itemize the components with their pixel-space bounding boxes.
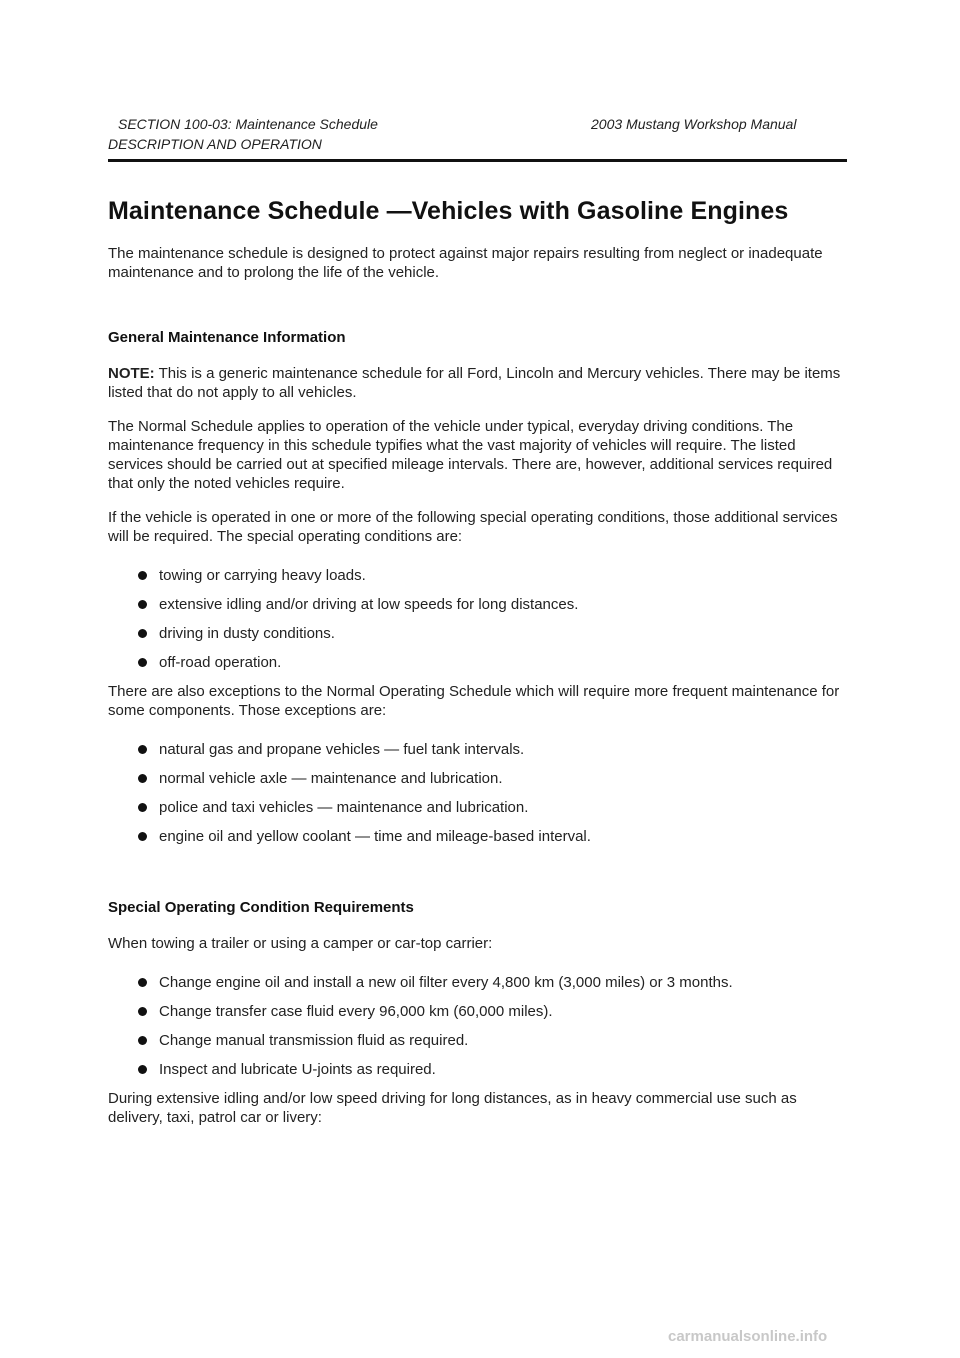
intro-paragraph: The maintenance schedule is designed to protect against major repairs resulting from neglect or inadequate maintenance and to prolong the life of the vehicle. — [108, 245, 823, 281]
list-item: Change manual transmission fluid as required. — [138, 1031, 848, 1050]
bullet-icon — [138, 571, 147, 580]
header-manual-title: 2003 Mustang Workshop Manual — [591, 116, 797, 132]
note-text: This is a generic maintenance schedule for all Ford, Lincoln and Mercury vehicles. There may be items listed that do not apply to all vehicles. — [108, 365, 841, 401]
list-item: engine oil and yellow coolant — time and mileage-based interval. — [138, 827, 848, 846]
general-heading: General Maintenance Information — [108, 329, 346, 346]
bullet-icon — [138, 1007, 147, 1016]
exceptions-list — [108, 740, 848, 846]
list-item: Change engine oil and install a new oil filter every 4,800 km (3,000 miles) or 3 months. — [138, 973, 848, 992]
list-item: extensive idling and/or driving at low speeds for long distances. — [138, 595, 848, 614]
conditions-list — [108, 566, 848, 672]
idling-intro: During extensive idling and/or low speed driving for long distances, as in heavy commercial use such as delivery, taxi, patrol car or livery: — [108, 1090, 797, 1126]
bullet-icon — [138, 803, 147, 812]
bullet-icon — [138, 1065, 147, 1074]
page-content — [108, 196, 848, 1127]
special-conditions-intro: If the vehicle is operated in one or more of the following special operating conditions, those additional services will be required. The special operating conditions are: — [108, 509, 838, 545]
list-item: towing or carrying heavy loads. — [138, 566, 848, 585]
header-section-title: SECTION 100-03: Maintenance Schedule — [118, 116, 378, 132]
bullet-icon — [138, 745, 147, 754]
list-item: natural gas and propane vehicles — fuel tank intervals. — [138, 740, 848, 759]
normal-schedule-paragraph: The Normal Schedule applies to operation of the vehicle under typical, everyday driving conditions. The maintenance frequency in this schedule typifies what the vast majority of vehicles will require. The listed services should be carried out at specified mileage intervals. There are, however, additional services required that only the noted vehicles require. — [108, 418, 833, 492]
header-divider — [108, 159, 847, 162]
list-item: normal vehicle axle — maintenance and lubrication. — [138, 769, 848, 788]
bullet-icon — [138, 978, 147, 987]
special-heading: Special Operating Condition Requirements — [108, 899, 414, 916]
list-item: Inspect and lubricate U-joints as required. — [138, 1060, 848, 1079]
page-title: Maintenance Schedule —Vehicles with Gasoline Engines — [108, 197, 789, 225]
bullet-icon — [138, 629, 147, 638]
bullet-icon — [138, 600, 147, 609]
list-item: Change transfer case fluid every 96,000 km (60,000 miles). — [138, 1002, 848, 1021]
towing-list — [108, 973, 848, 1079]
list-item: off-road operation. — [138, 653, 848, 672]
towing-intro: When towing a trailer or using a camper or car-top carrier: — [108, 935, 493, 952]
bullet-icon — [138, 832, 147, 841]
bullet-icon — [138, 1036, 147, 1045]
note-paragraph — [108, 364, 848, 402]
exceptions-intro: There are also exceptions to the Normal Operating Schedule which will require more frequent maintenance for some components. Those exceptions are: — [108, 683, 840, 719]
list-item: police and taxi vehicles — maintenance and lubrication. — [138, 798, 848, 817]
list-item: driving in dusty conditions. — [138, 624, 848, 643]
header-description: DESCRIPTION AND OPERATION — [108, 136, 322, 152]
bullet-icon — [138, 658, 147, 667]
note-label: NOTE: — [108, 365, 155, 382]
watermark: carmanualsonline.info — [668, 1328, 828, 1345]
bullet-icon — [138, 774, 147, 783]
